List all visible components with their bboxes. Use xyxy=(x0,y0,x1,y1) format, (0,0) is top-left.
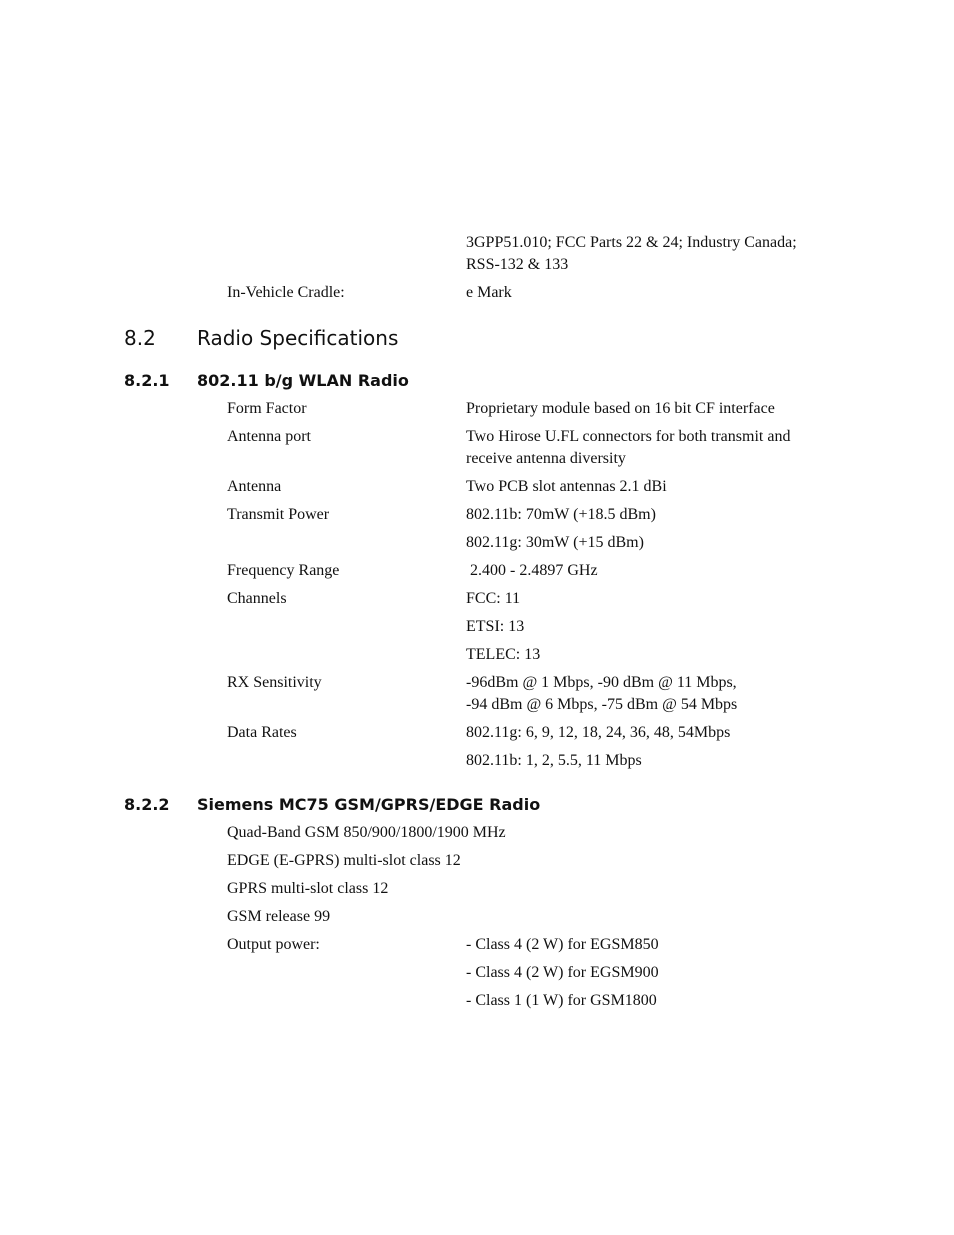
spec-label: RX Sensitivity xyxy=(227,674,322,691)
gsm-feature: Quad-Band GSM 850/900/1800/1900 MHz xyxy=(227,824,506,841)
section-number: 8.2 xyxy=(124,326,156,350)
subsection-number: 8.2.2 xyxy=(124,795,170,814)
spec-value: Two Hirose U.FL connectors for both transmit and xyxy=(466,428,791,445)
output-power-value: - Class 1 (1 W) for GSM1800 xyxy=(466,992,657,1009)
output-power-value: - Class 4 (2 W) for EGSM900 xyxy=(466,964,659,981)
spec-label: Antenna xyxy=(227,478,282,495)
standards-value-line1: 3GPP51.010; FCC Parts 22 & 24; Industry Canada; xyxy=(466,234,797,251)
cradle-label: In-Vehicle Cradle: xyxy=(227,284,345,301)
gsm-feature: GPRS multi-slot class 12 xyxy=(227,880,389,897)
gsm-feature: EDGE (E-GPRS) multi-slot class 12 xyxy=(227,852,461,869)
spec-value: Proprietary module based on 16 bit CF interface xyxy=(466,400,775,417)
spec-value: TELEC: 13 xyxy=(466,646,541,663)
spec-label: Data Rates xyxy=(227,724,297,741)
output-power-label: Output power: xyxy=(227,936,320,953)
spec-value: Two PCB slot antennas 2.1 dBi xyxy=(466,478,667,495)
subsection-title: Siemens MC75 GSM/GPRS/EDGE Radio xyxy=(197,795,541,814)
spec-value: 802.11b: 1, 2, 5.5, 11 Mbps xyxy=(466,752,642,769)
spec-label: Channels xyxy=(227,590,287,607)
spec-value: 802.11g: 6, 9, 12, 18, 24, 36, 48, 54Mbps xyxy=(466,724,731,741)
spec-label: Antenna port xyxy=(227,428,311,445)
subsection-number: 8.2.1 xyxy=(124,371,170,390)
gsm-feature: GSM release 99 xyxy=(227,908,331,925)
cradle-value: e Mark xyxy=(466,284,512,301)
spec-label: Form Factor xyxy=(227,400,307,417)
spec-value: ETSI: 13 xyxy=(466,618,525,635)
output-power-value: - Class 4 (2 W) for EGSM850 xyxy=(466,936,659,953)
spec-value: -96dBm @ 1 Mbps, -90 dBm @ 11 Mbps, xyxy=(466,674,737,691)
spec-value: 2.400 - 2.4897 GHz xyxy=(466,562,598,579)
spec-label: Transmit Power xyxy=(227,506,330,523)
spec-label: Frequency Range xyxy=(227,562,340,579)
spec-value: FCC: 11 xyxy=(466,590,521,607)
section-title: Radio Specifications xyxy=(197,326,399,350)
spec-value: 802.11g: 30mW (+15 dBm) xyxy=(466,534,644,551)
subsection-title: 802.11 b/g WLAN Radio xyxy=(197,371,409,390)
spec-value-cont: receive antenna diversity xyxy=(466,450,626,467)
standards-value-line2: RSS-132 & 133 xyxy=(466,256,569,273)
spec-value-cont: -94 dBm @ 6 Mbps, -75 dBm @ 54 Mbps xyxy=(466,696,738,713)
spec-value: 802.11b: 70mW (+18.5 dBm) xyxy=(466,506,656,523)
